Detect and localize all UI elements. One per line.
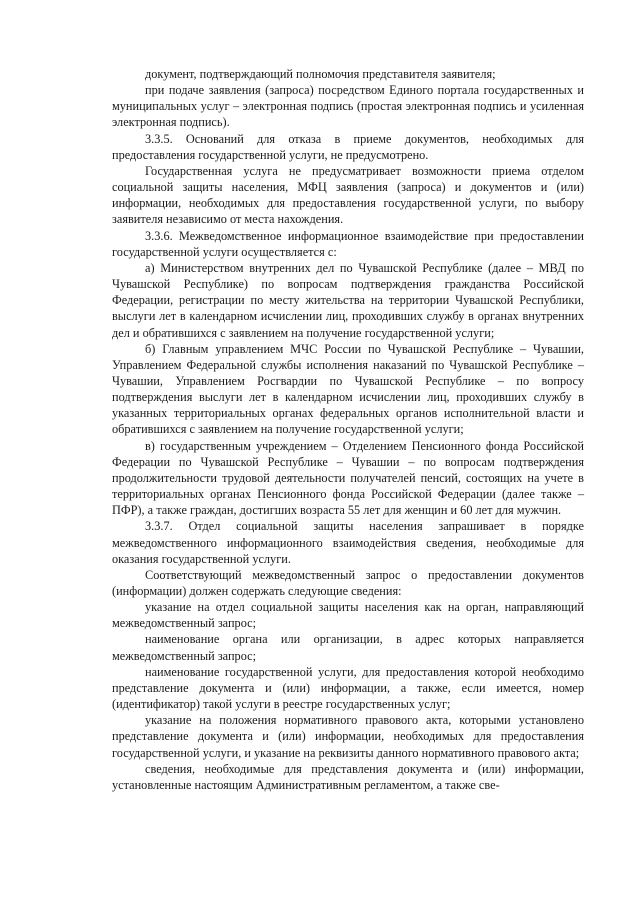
paragraph: наименование органа или организации, в адрес которых направляется межведомственный запрос; [112, 632, 584, 663]
paragraph: в) государственным учреждением – Отделением Пенсионного фонда Российской Федерации по Чувашской Республике – Чувашии – по вопросам подтверждения продолжительности трудовой деятельности получателей пенсий, состоящих на учете в территориальных органах Пенсионного фонда Российской Федерации (далее также – ПФР), а также граждан, достигших возраста 55 лет для женщин и 60 лет для мужчин. [112, 438, 584, 518]
paragraph: указание на отдел социальной защиты населения как на орган, направляющий межведомственный запрос; [112, 600, 584, 631]
paragraph: при подаче заявления (запроса) посредством Единого портала государственных и муниципальных услуг – электронная подпись (простая электронная подпись и усиленная электронная подпись). [112, 83, 584, 130]
paragraph: 3.3.6. Межведомственное информационное взаимодействие при предоставлении государственной услуги осуществляется с: [112, 228, 584, 259]
paragraph: документ, подтверждающий полномочия представителя заявителя; [145, 67, 496, 81]
paragraph: Соответствующий межведомственный запрос о предоставлении документов (информации) должен содержать следующие сведения: [112, 567, 584, 598]
paragraph: указание на положения нормативного правового акта, которыми установлено представление документа и (или) информации, необходимых для предоставления государственной услуги, и указание на реквизиты данного нормативного правового акта; [112, 713, 584, 760]
paragraph: сведения, необходимые для представления документа и (или) информации, установленные настоящим Административным регламентом, а также све- [112, 761, 584, 792]
paragraph: Государственная услуга не предусматривает возможности приема отделом социальной защиты населения, МФЦ заявления (запроса) и документов и (или) информации, необходимых для предоставления государственной услуги, по выбору заявителя независимо от места нахождения. [112, 163, 584, 227]
paragraph: б) Главным управлением МЧС России по Чувашской Республике – Чувашии, Управлением Федеральной службы исполнения наказаний по Чувашской Республике – Чувашии, Управлением Росгвардии по Чувашской Республике – по вопросу подтверждения выслуги лет в календарном исчислении лиц, проходивших службу в указанных территориальных органах федеральных органов исполнительной власти и обратившихся с заявлением на получение государственной услуги; [112, 341, 584, 437]
paragraph: а) Министерством внутренних дел по Чувашской Республике (далее – МВД по Чувашской Республике) по вопросам подтверждения гражданства Российской Федерации, регистрации по месту жительства на территории Чувашской Республики, выслуги лет в календарном исчислении лиц, проходивших службу в органах внутренних дел и обратившихся с заявлением на получение государственной услуги; [112, 260, 584, 340]
paragraph: наименование государственной услуги, для предоставления которой необходимо представление документа и (или) информации, а также, если имеется, номер (идентификатор) такой услуги в реестре государственных услуг; [112, 664, 584, 712]
paragraph: 3.3.7. Отдел социальной защиты населения запрашивает в порядке межведомственного информационного взаимодействия сведения, необходимые для оказания государственной услуги. [112, 519, 584, 566]
document-text [112, 66, 584, 793]
paragraph: 3.3.5. Оснований для отказа в приеме документов, необходимых для предоставления государственной услуги, не предусмотрено. [112, 131, 584, 162]
